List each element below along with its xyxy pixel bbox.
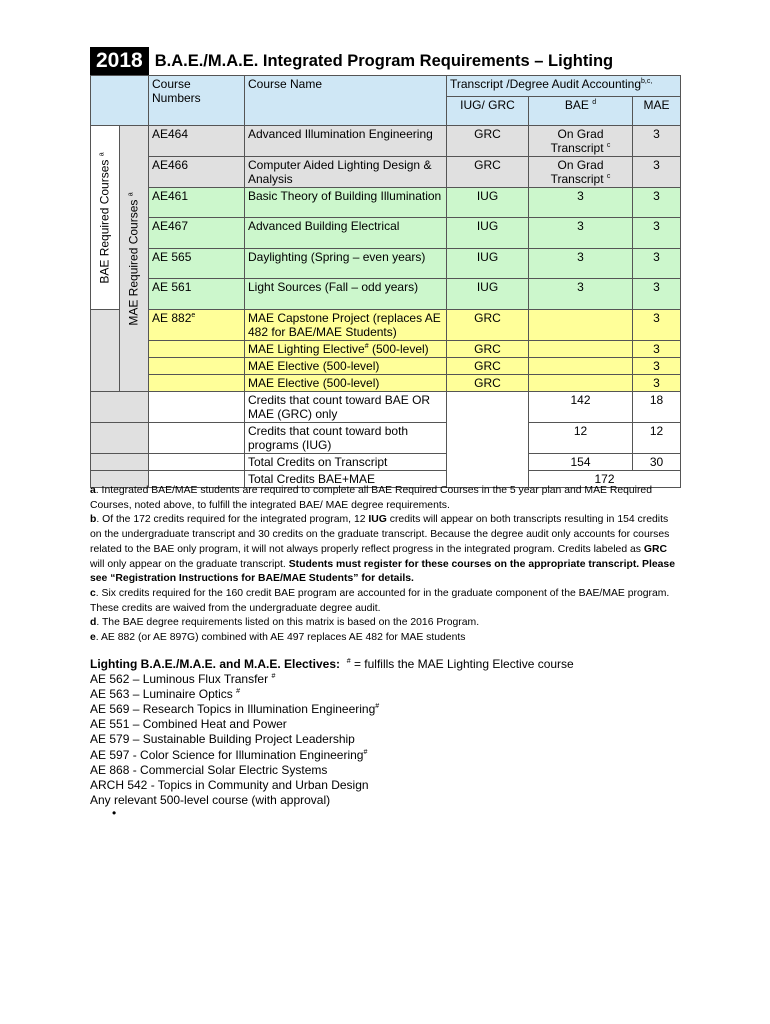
bae-credits: 3 [529,188,633,218]
mae-required-side-label: MAE Required Courses $^a$ [120,126,149,392]
bae-credits [529,310,633,341]
footnotes [90,484,682,646]
iug-grc-value: GRC [447,341,529,358]
course-number: AE467 [149,218,245,249]
mae-credits: 3 [633,358,681,375]
mae-credits: 3 [633,375,681,392]
elective-item: AE 597 - Color Science for Illumination Engineering# [90,747,368,762]
bae-credits [529,341,633,358]
totals-mae: 12 [633,423,681,454]
totals-mae: 18 [633,392,681,423]
totals-combined: 172 [529,471,681,488]
elective-item: Any relevant 500-level course (with approval) [90,792,331,807]
course-number: AE464 [149,126,245,157]
course-number: AE 882e [149,310,245,341]
totals-number-blank [149,423,245,454]
elective-item: ARCH 542 - Topics in Community and Urban Design [90,777,369,792]
course-name: Computer Aided Lighting Design & Analysis [245,157,447,188]
header-bae: BAE $^d$ [529,97,633,126]
header-iug-grc: IUG/ GRC [447,97,529,126]
elective-item: AE 569 – Research Topics in Illumination Engineering# [90,702,380,717]
bae-credits: 3 [529,218,633,249]
footnote-a: a. Integrated BAE/MAE students are required to complete all BAE Required Courses in the 5 year plan and MAE Required Courses, noted above, to fulfill the integrated BAE/ MAE degree requirements. [90,485,652,511]
course-name: MAE Elective (500-level) [245,375,447,392]
elective-item: AE 579 – Sustainable Building Project Leadership [90,732,355,747]
course-number [149,375,245,392]
totals-mae: 30 [633,454,681,471]
iug-grc-value: IUG [447,188,529,218]
mae-credits: 3 [633,188,681,218]
totals-label: Total Credits BAE+MAE [245,471,447,488]
elective-item: AE 562 – Luminous Flux Transfer # [90,672,276,687]
elective-item: AE 563 – Luminaire Optics # [90,687,240,702]
bae-credits: 3 [529,249,633,279]
course-number [149,341,245,358]
course-number: AE466 [149,157,245,188]
iug-grc-value: GRC [447,310,529,341]
totals-side-blank [91,423,149,454]
header-course-name: Course Name [245,76,447,126]
elective-item: AE 868 - Commercial Solar Electric Systems [90,762,328,777]
mae-credits: 3 [633,126,681,157]
course-number: AE 561 [149,279,245,310]
bae-credits [529,358,633,375]
course-number: AE461 [149,188,245,218]
year-badge: 2018 [90,47,149,75]
course-number: AE 565 [149,249,245,279]
totals-iug-blank [447,392,529,488]
bae-required-side-label: BAE Required Courses $^a$ [91,126,120,310]
mae-credits: 3 [633,249,681,279]
iug-grc-value: IUG [447,218,529,249]
footnote-c: c. Six credits required for the 160 credit BAE program are accounted for in the graduate component of the BAE/MAE program. These credits are waived from the undergraduate degree audit. [90,587,670,614]
bae-credits: On Grad Transcript $^c$ [529,126,633,157]
course-name: Daylighting (Spring – even years) [245,249,447,279]
bullet-point: • [112,806,117,820]
iug-grc-value: IUG [447,249,529,279]
totals-bae: 142 [529,392,633,423]
iug-grc-value: GRC [447,126,529,157]
totals-number-blank [149,392,245,423]
header-corner [91,76,149,126]
course-number [149,358,245,375]
totals-label: Total Credits on Transcript [245,454,447,471]
iug-grc-value: GRC [447,157,529,188]
bae-credits [529,375,633,392]
totals-label: Credits that count toward both programs (IUG) [245,423,447,454]
electives-section [90,657,690,808]
totals-bae: 154 [529,454,633,471]
title-row [90,47,613,75]
course-name: Advanced Building Electrical [245,218,447,249]
bae-side-blank [91,310,120,392]
totals-side-blank [91,392,149,423]
header-mae: MAE [633,97,681,126]
course-name: Light Sources (Fall – odd years) [245,279,447,310]
bae-credits: On Grad Transcript $^c$ [529,157,633,188]
mae-credits: 3 [633,157,681,188]
totals-bae: 12 [529,423,633,454]
mae-credits: 3 [633,310,681,341]
iug-grc-value: GRC [447,358,529,375]
requirements-table [90,75,681,488]
elective-item: AE 551 – Combined Heat and Power [90,717,287,732]
bae-credits: 3 [529,279,633,310]
footnote-d: d. The BAE degree requirements listed on this matrix is based on the 2016 Program. [90,617,480,629]
footnote-e: e. AE 882 (or AE 897G) combined with AE 497 replaces AE 482 for MAE students [90,632,466,644]
footnote-b: b. Of the 172 credits required for the integrated program, 12 IUG credits will appear on both transcripts resulting in 154 credits on the undergraduate transcript and 30 credits on the graduate transcript. Because the degree audit only accounts for courses related to the BAE only program, it will not always properly reflect progress in the integrated program. Credits labeled as GRC will only appear on the graduate transcript. Students must register for these courses on the appropriate transcript. Please see “Registration Instructions for BAE/MAE Students” for details. [90,514,675,585]
course-name: MAE Elective (500-level) [245,358,447,375]
header-transcript-group: Transcript /Degree Audit Accounting$^{b,c,}$ [447,76,681,97]
header-course-numbers: Course Numbers [149,76,245,126]
course-name: MAE Capstone Project (replaces AE 482 for BAE/MAE Students) [245,310,447,341]
iug-grc-value: GRC [447,375,529,392]
mae-credits: 3 [633,279,681,310]
iug-grc-value: IUG [447,279,529,310]
totals-number-blank [149,454,245,471]
course-name: Advanced Illumination Engineering [245,126,447,157]
course-name: MAE Lighting Elective# (500-level) [245,341,447,358]
electives-heading: Lighting B.A.E./M.A.E. and M.A.E. Electives: # = fulfills the MAE Lighting Elective course [90,657,574,671]
course-name: Basic Theory of Building Illumination [245,188,447,218]
mae-credits: 3 [633,218,681,249]
page-title: B.A.E./M.A.E. Integrated Program Requirements – Lighting [154,51,614,70]
totals-label: Credits that count toward BAE OR MAE (GRC) only [245,392,447,423]
totals-side-blank [91,454,149,471]
mae-credits: 3 [633,341,681,358]
